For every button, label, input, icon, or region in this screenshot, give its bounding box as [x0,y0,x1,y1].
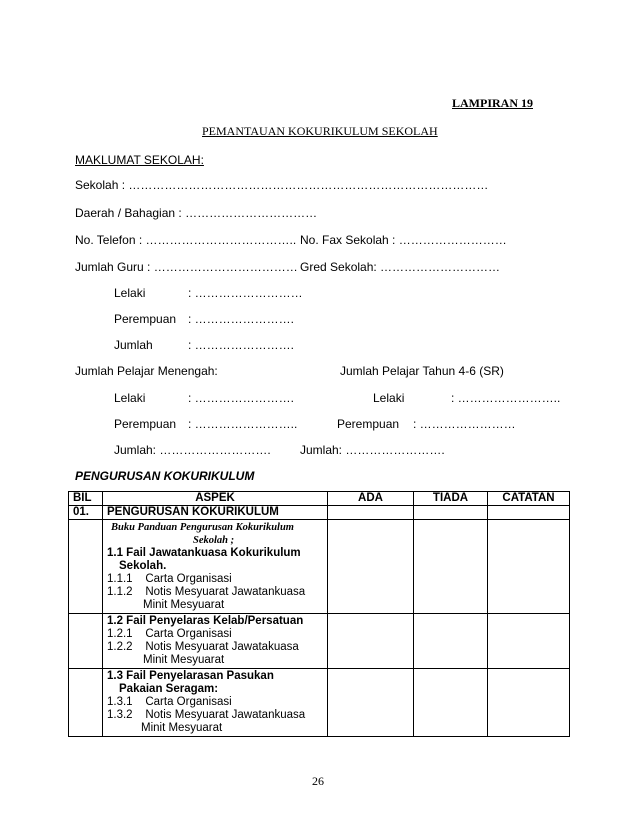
sub-item: Minit Mesyuarat [141,722,223,734]
checkbox-cell[interactable] [414,506,488,520]
guru-lelaki-value: : ……………………… [188,286,303,300]
menengah-lelaki-value: : ……………………. [188,391,295,405]
aspek-cell [103,669,328,737]
sr-perempuan-value: : …………………… [413,417,516,431]
sub-item: Minit Mesyuarat [143,599,225,611]
item-title: Sekolah. [119,560,167,572]
catatan-cell[interactable] [488,506,570,520]
daerah-field: Daerah / Bahagian : …………………………… [75,206,318,220]
aspek-cell [103,520,328,614]
header-catatan: CATATAN [488,492,570,506]
page-number: 26 [312,774,324,788]
gred-field: Gred Sekolah: ………………………… [300,260,501,274]
jumlah-guru-field: Jumlah Guru : ……………………………… [75,260,298,274]
checkbox-cell[interactable] [328,669,414,737]
page-title: PEMANTAUAN KOKURIKULUM SEKOLAH [202,124,438,138]
catatan-cell[interactable] [488,669,570,737]
sub-item: 1.3.1 Carta Organisasi [107,696,232,708]
bil-cell [69,614,103,669]
sr-jumlah-field: Jumlah: ……………………. [300,443,445,457]
guru-lelaki-label: Lelaki [114,286,146,300]
section-bil: 01. [69,506,103,520]
sr-lelaki-label: Lelaki [373,391,405,405]
pelajar-sr-label: Jumlah Pelajar Tahun 4-6 (SR) [340,364,504,378]
header-aspek: ASPEK [103,492,328,506]
checkbox-cell[interactable] [414,614,488,669]
intro-line: Buku Panduan Pengurusan Kokurikulum [111,522,294,533]
menengah-perempuan-label: Perempuan [114,417,177,431]
sr-perempuan-label: Perempuan [337,417,400,431]
checkbox-cell[interactable] [328,506,414,520]
sub-item: Minit Mesyuarat [143,654,225,666]
menengah-lelaki-label: Lelaki [114,391,146,405]
checkbox-cell[interactable] [328,520,414,614]
sr-lelaki-value: : …………………….. [451,391,561,405]
header-tiada: TIADA [414,492,488,506]
table-row [69,669,570,737]
checkbox-cell[interactable] [414,669,488,737]
guru-jumlah-label: Jumlah [114,338,153,352]
section-title: PENGURUSAN KOKURIKULUM [103,506,328,520]
table-row [69,506,570,520]
item-title: 1.3 Fail Penyelarasan Pasukan [107,670,274,682]
table-row [69,520,570,614]
sub-item: 1.1.2 Notis Mesyuarat Jawatankuasa [107,586,306,598]
guru-jumlah-value: : ……………………. [188,338,295,352]
menengah-perempuan-value: : …………………….. [188,417,298,431]
catatan-cell[interactable] [488,520,570,614]
telefon-field: No. Telefon : ……………………………….. [75,233,297,247]
guru-perempuan-value: : ……………………. [188,312,295,326]
menengah-jumlah-field: Jumlah: ………………………. [114,443,271,457]
catatan-cell[interactable] [488,614,570,669]
sekolah-field: Sekolah : ……………………………………………………………………………… [75,178,489,192]
item-title: 1.1 Fail Jawatankuasa Kokurikulum [107,547,301,559]
sub-item: 1.1.1 Carta Organisasi [107,573,232,585]
bil-cell [69,520,103,614]
aspek-cell [103,614,328,669]
pemantauan-table [68,491,570,737]
sub-item: 1.3.2 Notis Mesyuarat Jawatankuasa [107,709,306,721]
maklumat-heading: MAKLUMAT SEKOLAH: [75,153,204,167]
item-title: Pakaian Seragam: [119,683,219,695]
checkbox-cell[interactable] [328,614,414,669]
table-row [69,614,570,669]
intro-line: Sekolah ; [193,535,235,546]
sub-item: 1.2.1 Carta Organisasi [107,628,232,640]
fax-field: No. Fax Sekolah : ……………………… [300,233,507,247]
header-ada: ADA [328,492,414,506]
pelajar-menengah-label: Jumlah Pelajar Menengah: [75,364,218,378]
header-bil: BIL [69,492,103,506]
pengurusan-heading: PENGURUSAN KOKURIKULUM [75,469,255,483]
sub-item: 1.2.2 Notis Mesyuarat Jawatakuasa [107,641,299,653]
checkbox-cell[interactable] [414,520,488,614]
table-header-row [69,492,570,506]
item-title: 1.2 Fail Penyelaras Kelab/Persatuan [107,615,304,627]
bil-cell [69,669,103,737]
guru-perempuan-label: Perempuan [114,312,177,326]
lampiran-label: LAMPIRAN 19 [452,96,533,110]
